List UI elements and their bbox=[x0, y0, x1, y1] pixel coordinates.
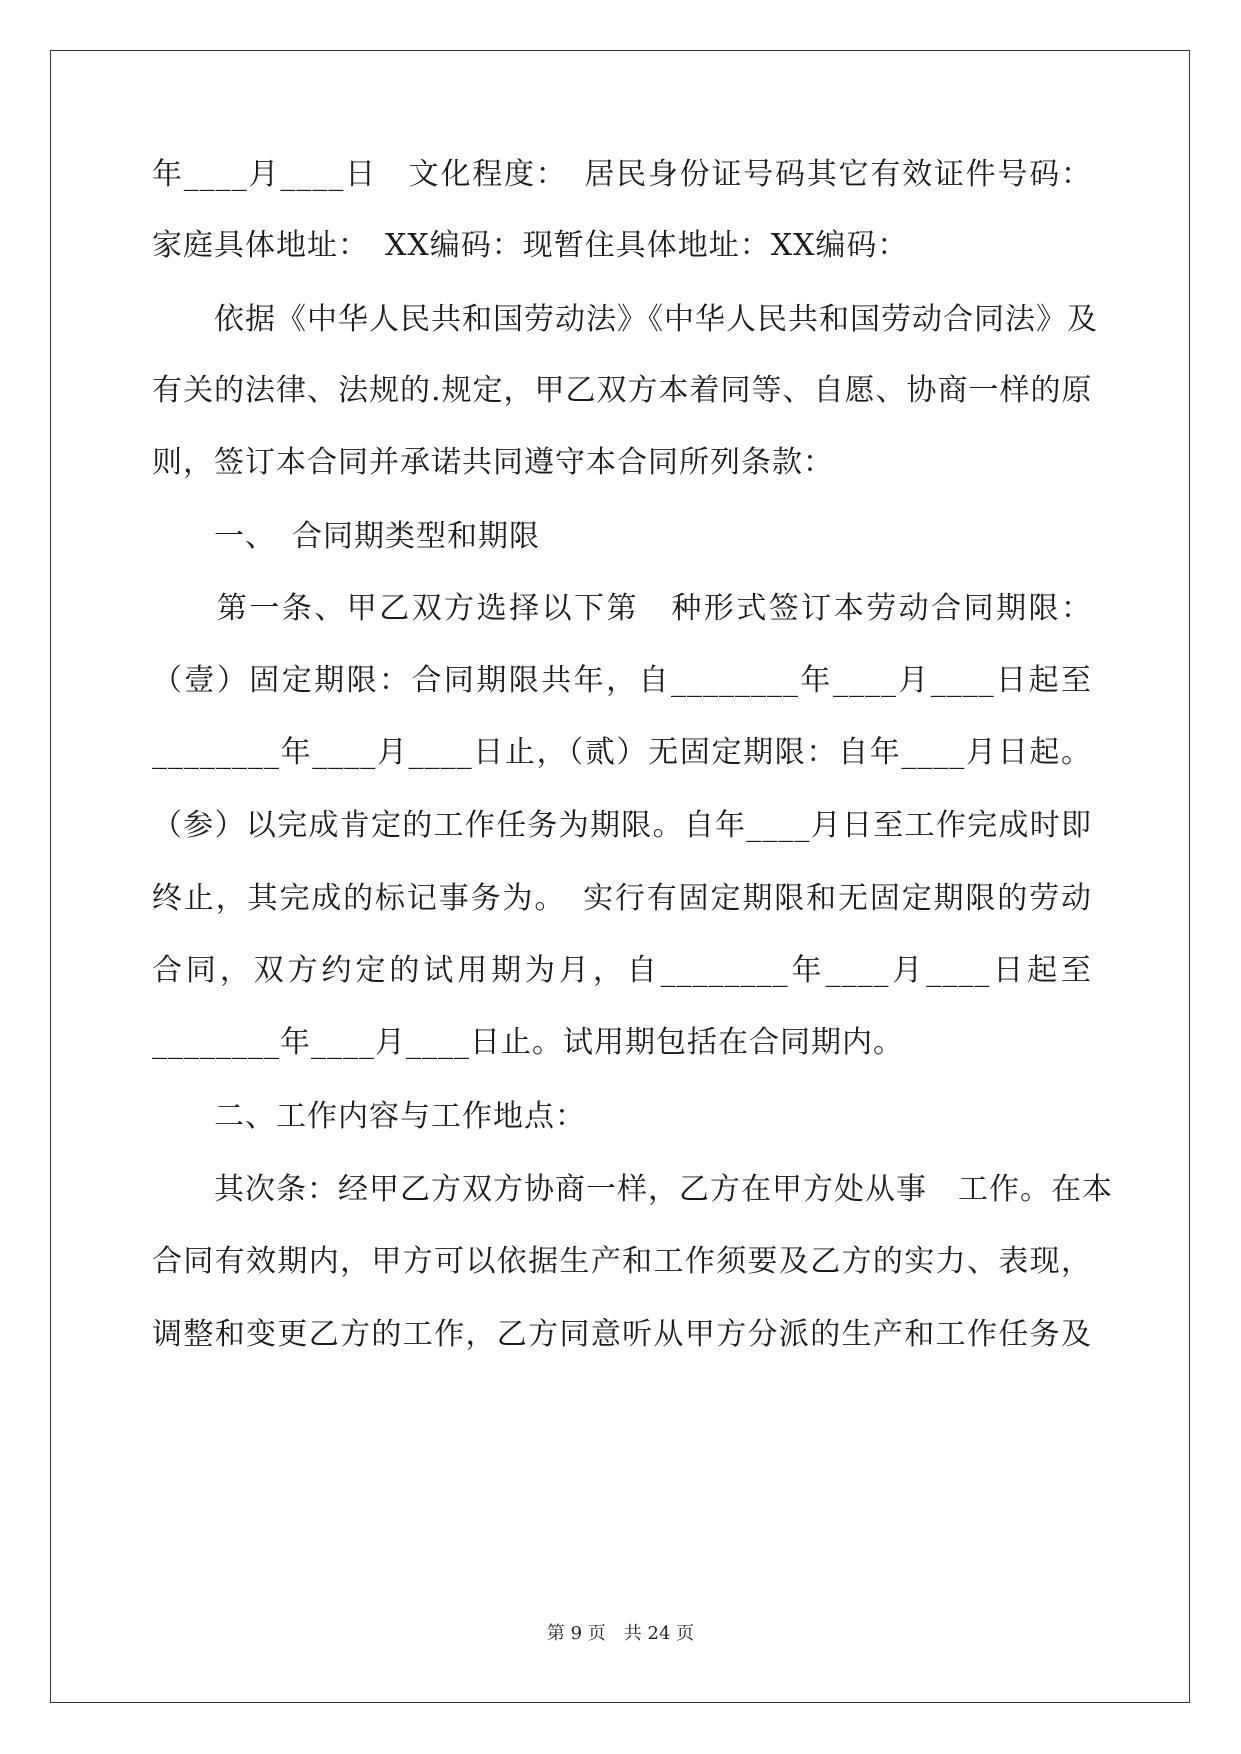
section-heading: 一、 合同期类型和期限 bbox=[152, 519, 540, 554]
text-line: 调整和变更乙方的工作，乙方同意听从甲方分派的生产和工作任务及 bbox=[152, 1317, 1092, 1352]
text-line: 有关的法律、法规的.规定，甲乙双方本着同等、自愿、协商一样的原 bbox=[152, 373, 1093, 408]
text-line: 合同，双方约定的试用期为月，自________年____月____日起至 bbox=[152, 953, 1092, 988]
text-line: 家庭具体地址： XX编码：现暂住具体地址：XX编码： bbox=[152, 228, 909, 263]
page-border bbox=[50, 50, 1190, 1703]
text-line: 合同有效期内，甲方可以依据生产和工作须要及乙方的实力、表现， bbox=[152, 1244, 1092, 1279]
page-number-footer: 第 9 页 共 24 页 bbox=[546, 1623, 695, 1644]
text-line: 则，签订本合同并承诺共同遵守本合同所列条款： bbox=[152, 445, 834, 480]
text-line: （参）以完成肯定的工作任务为期限。自年____月日至工作完成时即 bbox=[152, 808, 1092, 843]
text-line: 第一条、甲乙双方选择以下第 种形式签订本劳动合同期限： bbox=[152, 591, 1092, 626]
text-line: （壹）固定期限：合同期限共年，自________年____月____日起至 bbox=[152, 663, 1092, 698]
section-heading: 二、工作内容与工作地点： bbox=[152, 1099, 586, 1134]
text-line: 终止，其完成的标记事务为。 实行有固定期限和无固定期限的劳动 bbox=[152, 881, 1092, 916]
text-line: ________年____月____日止，（贰）无固定期限：自年____月日起。 bbox=[152, 735, 1092, 770]
text-line: 依据《中华人民共和国劳动法》《中华人民共和国劳动合同法》及 bbox=[152, 302, 1098, 337]
text-line: 年____月____日 文化程度： 居民身份证号码其它有效证件号码： bbox=[152, 157, 1092, 192]
text-line: 其次条：经甲乙方双方协商一样，乙方在甲方处从事 工作。在本 bbox=[152, 1172, 1113, 1207]
text-line: ________年____月____日止。试用期包括在合同期内。 bbox=[152, 1025, 904, 1060]
